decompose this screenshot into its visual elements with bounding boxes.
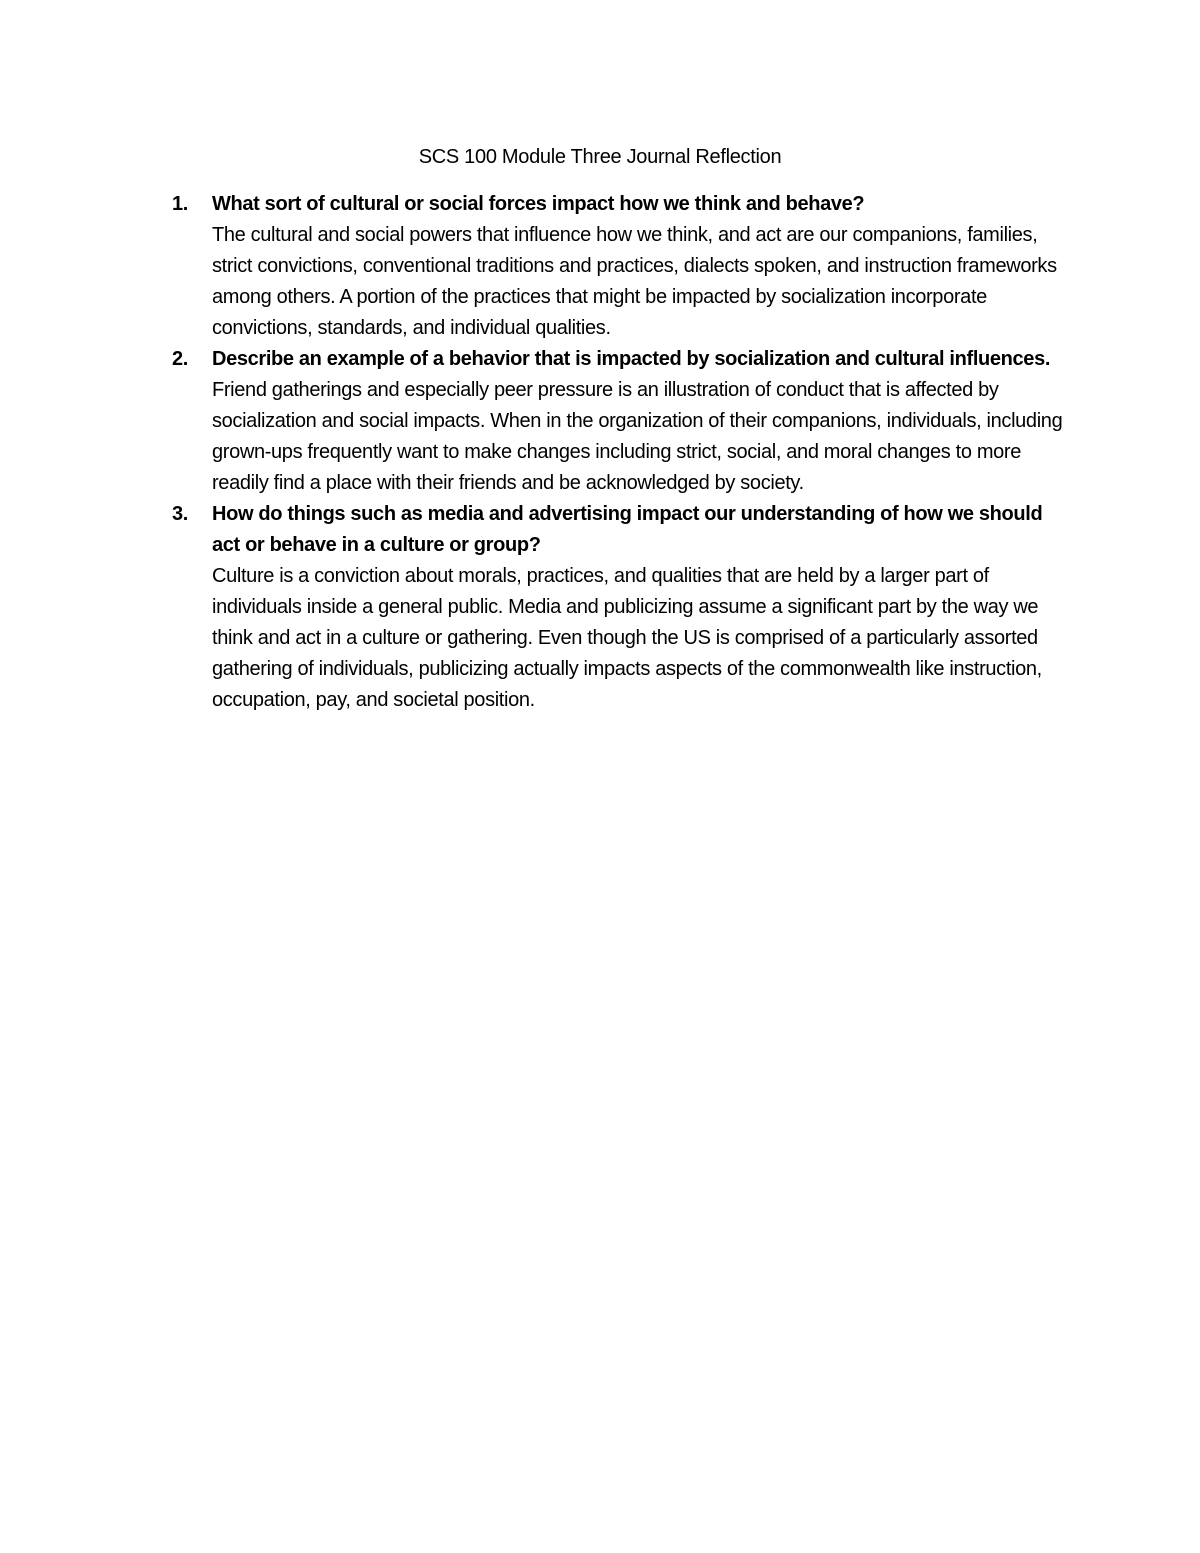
- question-text: How do things such as media and advertising impact our understanding of how we should act or behave in a culture or group?: [212, 503, 1043, 556]
- question-item-2: [172, 344, 1072, 499]
- question-number: 1.: [172, 193, 188, 215]
- question-item-1: [172, 189, 1072, 344]
- answer-text: Friend gatherings and especially peer pressure is an illustration of conduct that is affected by socialization and social impacts. When in the organization of their companions, individuals, including grown-ups frequently want to make changes including strict, social, and moral changes to more readily find a place with their friends and be acknowledged by society.: [212, 379, 1063, 494]
- question-number: 2.: [172, 348, 188, 370]
- question-list: [172, 189, 1072, 716]
- answer-text: Culture is a conviction about morals, practices, and qualities that are held by a larger part of individuals inside a general public. Media and publicizing assume a significant part by the way we think and act in a culture or gathering. Even though the US is comprised of a particularly assorted gathering of individuals, publicizing actually impacts aspects of the commonwealth like instruction, occupation, pay, and societal position.: [212, 565, 1042, 711]
- question-text: Describe an example of a behavior that is impacted by socialization and cultural influences.: [212, 348, 1051, 370]
- question-number: 3.: [172, 503, 188, 525]
- answer-text: The cultural and social powers that influence how we think, and act are our companions, families, strict convictions, conventional traditions and practices, dialects spoken, and instruction frameworks among others. A portion of the practices that might be impacted by socialization incorporate convictions, standards, and individual qualities.: [212, 224, 1057, 339]
- document-title: SCS 100 Module Three Journal Reflection: [418, 146, 782, 168]
- question-text: What sort of cultural or social forces impact how we think and behave?: [212, 193, 865, 215]
- question-item-3: [172, 499, 1072, 716]
